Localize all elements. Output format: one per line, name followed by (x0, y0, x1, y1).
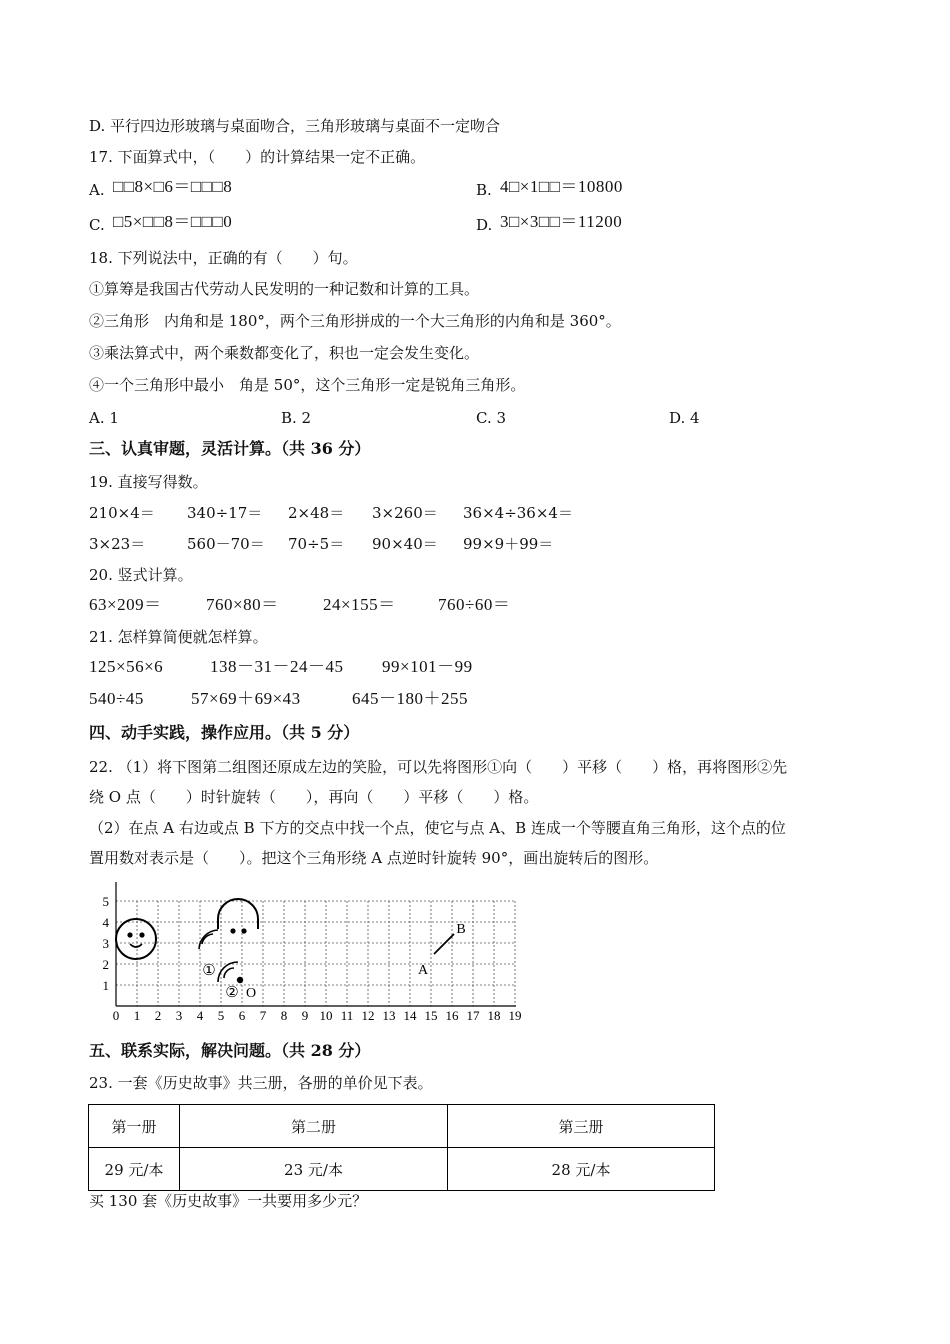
section-5-title: 五、联系实际，解决问题。（共 28 分） (89, 1041, 371, 1060)
q18-statement-1: ①算筹是我国古代劳动人民发明的一种记数和计算的工具。 (89, 280, 480, 298)
section-4-title: 四、动手实践，操作应用。（共 5 分） (89, 723, 360, 742)
q17-option-a-expr: □□8×□6＝□□□8 (113, 177, 233, 196)
q19-item: 90×40＝ (372, 535, 438, 553)
y-axis-ticks (103, 894, 110, 993)
q22-grid-figure (96, 882, 536, 1022)
q18-statement-4: ④一个三角形中最小 角是 50°，这个三角形一定是锐角三角形。 (89, 376, 526, 394)
table-cell: 23 元/本 (180, 1148, 448, 1191)
smiley-eye (139, 932, 144, 937)
q18-option-a: A. 1 (89, 409, 119, 427)
q17-option-c-label: C. (89, 216, 105, 234)
shape-2-mouth (224, 968, 234, 978)
table-header-cell: 第三册 (448, 1105, 715, 1148)
q23-question: 买 130 套《历史故事》一共要用多少元？ (89, 1192, 368, 1210)
q18-option-d: D. 4 (669, 409, 700, 427)
grid-svg (96, 882, 536, 1022)
q17-option-d-label: D. (476, 216, 493, 234)
q20-item: 760×80＝ (206, 595, 279, 614)
smiley-mouth (130, 944, 142, 947)
q17-stem: 17. 下面算式中，（ ）的计算结果一定不正确。 (89, 148, 426, 166)
q20-item: 760÷60＝ (438, 595, 511, 614)
q20-stem: 20. 竖式计算。 (89, 566, 193, 584)
x-tick-label: 7 (259, 1008, 267, 1022)
smiley-outline (116, 919, 156, 959)
shape-1-mouth (199, 930, 218, 949)
table-cell: 28 元/本 (448, 1148, 715, 1191)
x-tick-label: 8 (280, 1008, 288, 1022)
q17-option-c-expr: □5×□□8＝□□□0 (113, 212, 233, 231)
q17-option-d-expr: 3□×3□□＝11200 (500, 212, 623, 231)
x-tick-label: 13 (382, 1008, 396, 1022)
q21-item: 645－180＋255 (352, 689, 468, 708)
x-tick-label: 16 (445, 1008, 459, 1022)
y-tick-label: 4 (102, 915, 109, 930)
q20-item: 63×209＝ (89, 595, 162, 614)
x-tick-label: 3 (175, 1008, 183, 1022)
q23-stem: 23. 一套《历史故事》共三册，各册的单价见下表。 (89, 1074, 433, 1092)
x-tick-label: 1 (133, 1008, 141, 1022)
q21-item: 540÷45 (89, 689, 144, 708)
q21-item: 57×69＋69×43 (191, 689, 301, 708)
table-header-cell: 第一册 (89, 1105, 180, 1148)
y-tick-label: 5 (102, 894, 109, 909)
x-tick-label: 2 (154, 1008, 162, 1022)
q19-item: 36×4÷36×4＝ (463, 504, 573, 522)
grid-lines (116, 901, 515, 1006)
q18-statement-3: ③乘法算式中，两个乘数都变化了，积也一定会发生变化。 (89, 344, 480, 362)
table-header-cell: 第二册 (180, 1105, 448, 1148)
x-tick-label: 14 (403, 1008, 417, 1022)
q19-item: 3×260＝ (372, 504, 438, 522)
q19-item: 3×23＝ (89, 535, 146, 553)
table-cell: 29 元/本 (89, 1148, 180, 1191)
y-tick-label: 3 (102, 936, 109, 951)
q22-part1-line1: 22. （1）将下图第二组图还原成左边的笑脸，可以先将图形①向（ ）平移（ ）格，再将图形②先 (89, 758, 788, 776)
smiley-face (116, 919, 156, 959)
q19-item: 210×4＝ (89, 504, 155, 522)
table-row (89, 1105, 715, 1148)
x-tick-label: 6 (238, 1008, 246, 1022)
q21-item: 125×56×6 (89, 657, 164, 676)
shape-1-label: ① (202, 961, 216, 979)
q21-item: 138－31－24－45 (210, 657, 344, 676)
q20-item: 24×155＝ (323, 595, 396, 614)
shape-1-mouth-inner (202, 934, 213, 944)
point-b-label: B (456, 922, 466, 937)
segment-ab (418, 922, 466, 978)
q19-item: 560－70＝ (187, 535, 265, 553)
x-tick-label: 12 (361, 1008, 375, 1022)
shape-1-arc (218, 899, 258, 929)
x-tick-label: 18 (487, 1008, 501, 1022)
x-tick-label: 4 (196, 1008, 204, 1022)
q17-option-b-label: B. (476, 181, 492, 199)
table-row (89, 1148, 715, 1191)
y-tick-label: 1 (102, 978, 109, 993)
q18-option-b: B. 2 (281, 409, 312, 427)
section-3-title: 三、认真审题，灵活计算。（共 36 分） (89, 439, 371, 458)
q18-statement-2: ②三角形 内角和是 180°，两个三角形拼成的一个大三角形的内角和是 360°。 (89, 312, 621, 330)
q19-item: 99×9＋99＝ (463, 535, 554, 553)
q18-stem: 18. 下列说法中，正确的有（ ）句。 (89, 249, 358, 267)
x-tick-label: 5 (217, 1008, 225, 1022)
shape-1-eye (230, 928, 235, 933)
x-tick-label: 11 (340, 1008, 354, 1022)
q19-item: 340÷17＝ (187, 504, 263, 522)
shape-2 (218, 962, 256, 1001)
shape-1-eye (241, 928, 246, 933)
x-tick-label: 15 (424, 1008, 438, 1022)
q21-item: 99×101－99 (382, 657, 473, 676)
smiley-eye (127, 932, 132, 937)
x-tick-label: 19 (508, 1008, 522, 1022)
x-tick-label: 0 (112, 1008, 120, 1022)
q17-option-a-label: A. (89, 181, 105, 199)
x-tick-label: 9 (301, 1008, 309, 1022)
q18-option-c: C. 3 (476, 409, 507, 427)
shape-2-label: ② (225, 983, 239, 1001)
shape-1 (199, 899, 258, 979)
point-a-label: A (417, 963, 429, 978)
q22-part2-line1: （2）在点 A 右边或点 B 下方的交点中找一个点，使它与点 A、B 连成一个等腰直角三角形，这个点的位 (89, 819, 786, 837)
point-o-label: O (245, 986, 257, 1001)
x-tick-label: 17 (466, 1008, 480, 1022)
q17-option-b-expr: 4□×1□□＝10800 (500, 177, 623, 196)
q22-part2-line2: 置用数对表示是（ ）。把这个三角形绕 A 点逆时针旋转 90°，画出旋转后的图形。 (89, 849, 659, 867)
q19-item: 70÷5＝ (288, 535, 345, 553)
q22-part1-line2: 绕 O 点（ ）时针旋转（ ），再向（ ）平移（ ）格。 (89, 788, 539, 806)
q21-stem: 21. 怎样算简便就怎样算。 (89, 628, 268, 646)
segment-ab-line (434, 934, 454, 954)
y-tick-label: 2 (102, 957, 109, 972)
q16-option-d: D. 平行四边形玻璃与桌面吻合，三角形玻璃与桌面不一定吻合 (89, 117, 501, 135)
price-table (88, 1104, 715, 1191)
x-tick-label: 10 (319, 1008, 333, 1022)
q19-stem: 19. 直接写得数。 (89, 473, 208, 491)
q19-item: 2×48＝ (288, 504, 345, 522)
x-axis-ticks (113, 1008, 522, 1022)
